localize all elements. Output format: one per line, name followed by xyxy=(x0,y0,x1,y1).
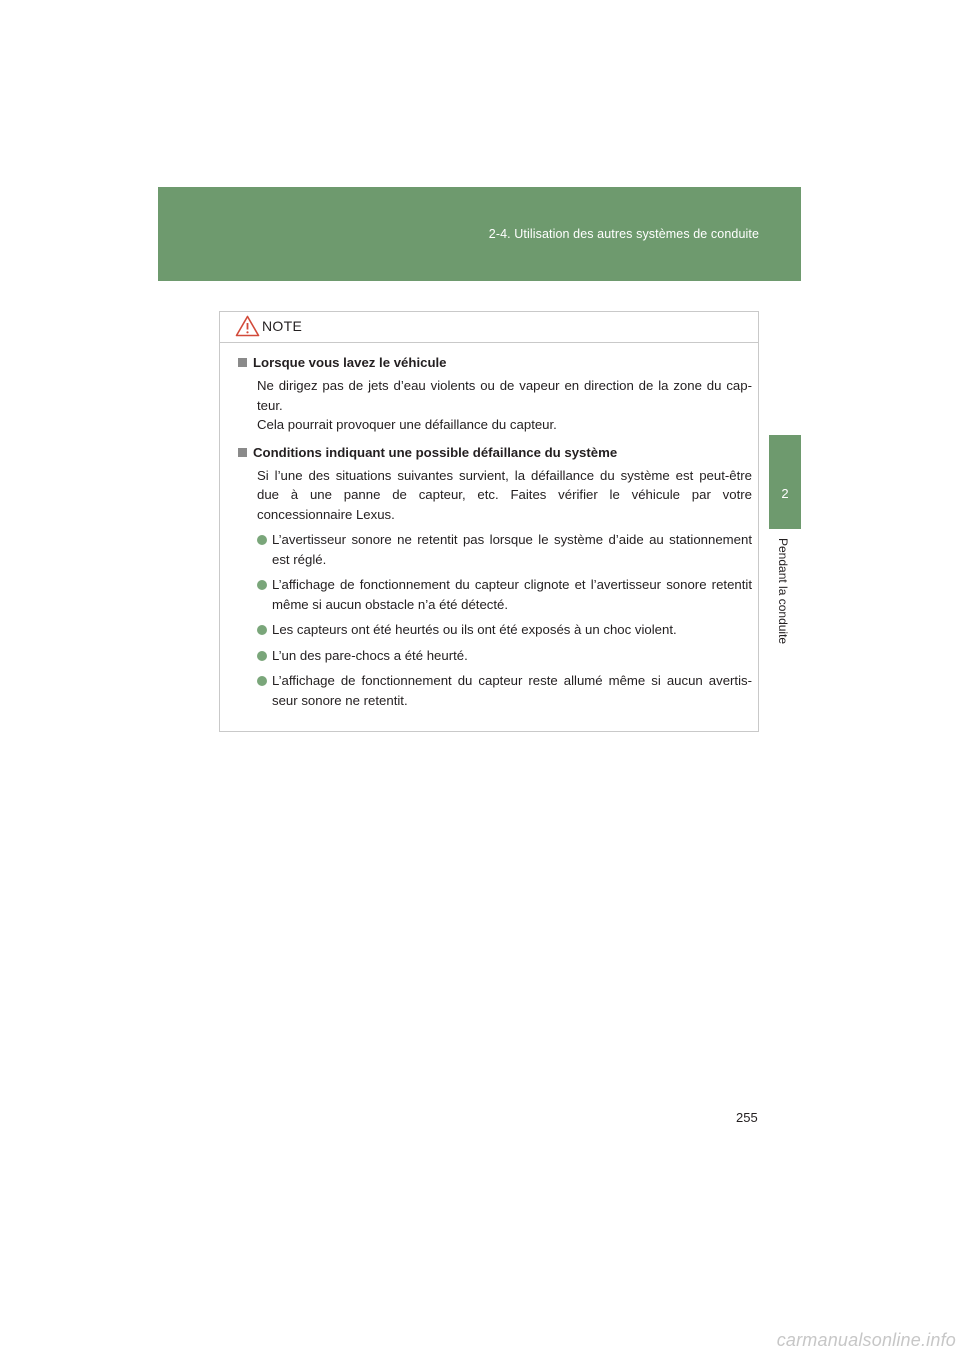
square-bullet-icon xyxy=(238,358,247,367)
header-band xyxy=(158,187,801,281)
note-header xyxy=(220,312,758,343)
note-box xyxy=(219,311,759,732)
circle-bullet-icon xyxy=(257,535,267,545)
section-paragraph: Ne dirigez pas de jets d’eau violents ou de vapeur en direction de la zone du cap-teur. xyxy=(257,378,752,413)
square-bullet-icon xyxy=(238,448,247,457)
section-heading-text: Conditions indiquant une possible défaillance du système xyxy=(253,444,618,460)
list-item-text: L’un des pare-chocs a été heurté. xyxy=(272,647,468,663)
list-item-text: Les capteurs ont été heurtés ou ils ont été exposés à un choc violent. xyxy=(272,622,677,637)
watermark: carmanualsonline.info xyxy=(776,1330,956,1350)
list-item xyxy=(238,575,752,614)
section-paragraph: Si l’une des situations suivantes survient, la défaillance du système est peut-être due à une panne de capteur, etc. Faites vérifier le véhicule par votre concessionnaire Lexus. xyxy=(257,467,752,522)
list-item xyxy=(238,646,752,666)
list-item xyxy=(238,620,752,640)
chapter-tab xyxy=(769,435,801,529)
circle-bullet-icon xyxy=(257,625,267,635)
list-item-text: L’affichage de fonctionnement du capteur clignote et l’avertisseur sonore retentit même si aucun obstacle n’a été détecté. xyxy=(272,577,752,612)
list-item-text: L’avertisseur sonore ne retentit pas lorsque le système d’aide au stationnement est réglé. xyxy=(272,532,752,567)
chapter-label: Pendant la conduite xyxy=(776,538,790,645)
circle-bullet-icon xyxy=(257,651,267,661)
circle-bullet-icon xyxy=(257,580,267,590)
note-section xyxy=(238,355,752,435)
note-title: NOTE xyxy=(262,318,303,334)
section-heading xyxy=(238,445,752,460)
section-paragraph: Cela pourrait provoquer une défaillance du capteur. xyxy=(257,417,557,432)
list-item xyxy=(238,530,752,569)
list-item xyxy=(238,671,752,710)
section-title: 2-4. Utilisation des autres systèmes de conduite xyxy=(488,227,759,241)
page-number: 255 xyxy=(736,1110,758,1125)
warning-triangle-icon xyxy=(235,315,260,337)
circle-bullet-icon xyxy=(257,676,267,686)
note-section xyxy=(238,445,752,711)
note-body xyxy=(220,343,758,710)
section-heading xyxy=(238,355,752,370)
list-item-text: L’affichage de fonctionnement du capteur reste allumé même si aucun avertis-seur sonore ne retentit. xyxy=(272,673,752,708)
chapter-number: 2 xyxy=(781,486,789,501)
section-heading-text: Lorsque vous lavez le véhicule xyxy=(253,355,447,370)
bullet-list xyxy=(238,530,752,710)
